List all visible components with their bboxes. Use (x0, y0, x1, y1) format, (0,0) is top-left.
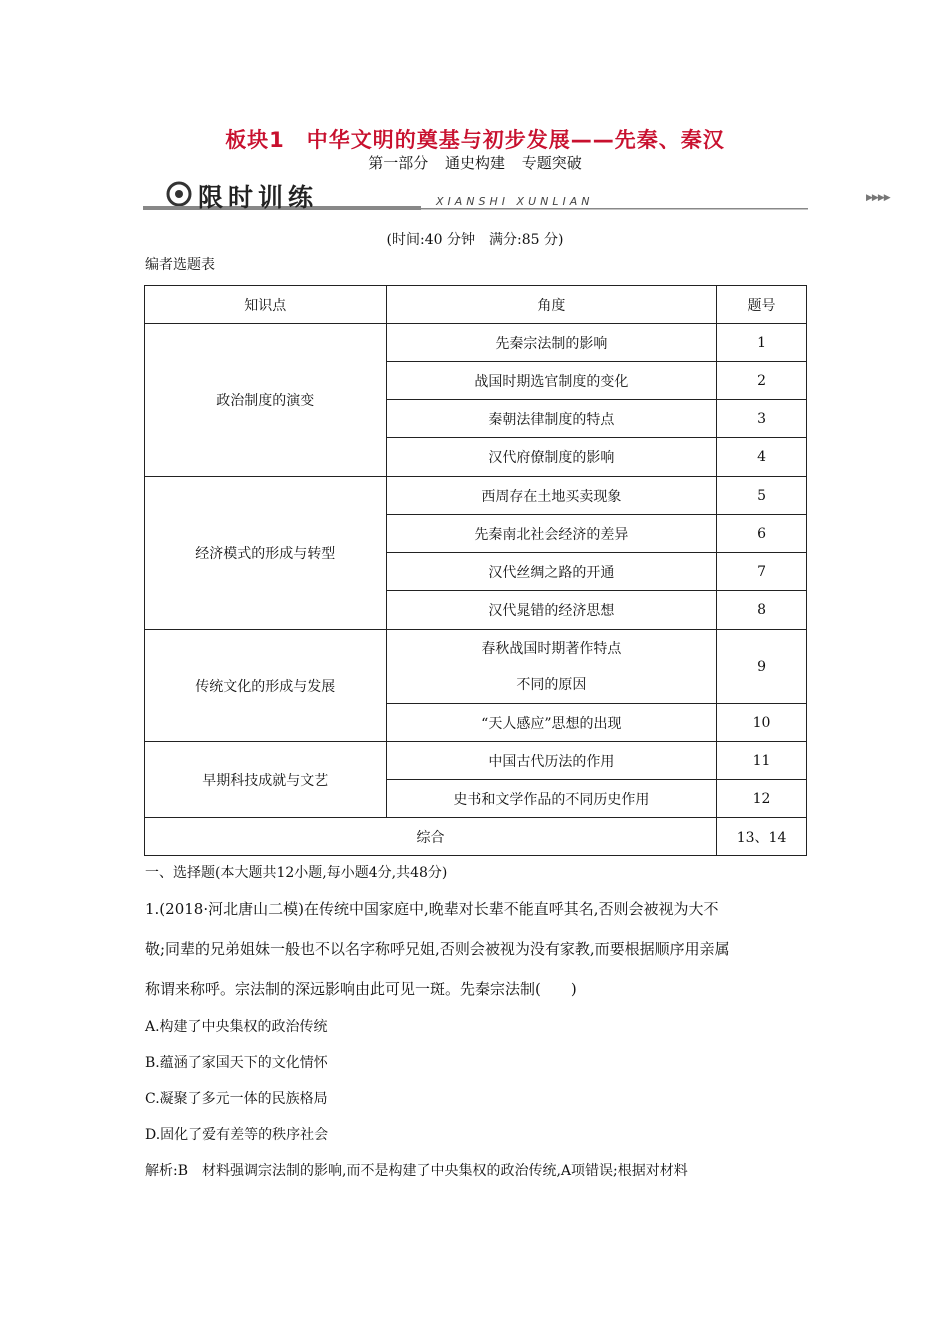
header-cell: 角度 (386, 286, 716, 324)
topic-cell: 早期科技成就与文艺 (145, 742, 387, 818)
option-a: A.构建了中央集权的政治传统 (145, 1019, 328, 1035)
angle-cell: 汉代丝绸之路的开通 (386, 553, 716, 591)
table-row (145, 477, 807, 515)
number-cell: 4 (717, 438, 807, 477)
summary-label: 综合 (145, 818, 717, 856)
table-header-row (145, 286, 807, 324)
number-cell: 5 (717, 477, 807, 515)
number-cell: 1 (717, 324, 807, 362)
number-cell: 3 (717, 400, 807, 438)
table-row (145, 630, 807, 704)
table-row (145, 324, 807, 362)
angle-line: 不同的原因 (516, 676, 587, 693)
angle-cell (386, 630, 716, 704)
question-line: 敬;同辈的兄弟姐妹一般也不以名字称呼兄姐,否则会被视为没有家教,而要根据顺序用亲属 (145, 940, 730, 958)
subtitle-part: 专题突破 (521, 154, 582, 172)
angle-cell: 中国古代历法的作用 (386, 742, 716, 780)
section-heading: 一、选择题(本大题共12小题,每小题4分,共48分) (145, 865, 448, 881)
number-cell: 7 (717, 553, 807, 591)
header-cell: 题号 (717, 286, 807, 324)
angle-cell: 汉代府僚制度的影响 (386, 438, 716, 477)
banner-pinyin: XIANSHI XUNLIAN (436, 195, 594, 208)
angle-cell: 战国时期选官制度的变化 (386, 362, 716, 400)
topic-cell: 传统文化的形成与发展 (145, 630, 387, 742)
topic-selection-table (144, 285, 807, 856)
analysis-text: 解析:B 材料强调宗法制的影响,而不是构建了中央集权的政治传统,A项错误;根据对材料 (145, 1163, 688, 1179)
angle-cell: 秦朝法律制度的特点 (386, 400, 716, 438)
angle-cell: 先秦宗法制的影响 (386, 324, 716, 362)
angle-cell: 先秦南北社会经济的差异 (386, 515, 716, 553)
topic-cell: 政治制度的演变 (145, 324, 387, 477)
angle-cell: “天人感应”思想的出现 (386, 704, 716, 742)
number-cell: 2 (717, 362, 807, 400)
table-row (145, 742, 807, 780)
number-cell: 8 (717, 591, 807, 630)
number-cell: 12 (717, 780, 807, 818)
option-d: D.固化了爱有差等的秩序社会 (145, 1127, 329, 1143)
number-cell: 6 (717, 515, 807, 553)
number-cell: 9 (717, 630, 807, 704)
option-b: B.蕴涵了家国天下的文化情怀 (145, 1055, 328, 1071)
angle-cell: 西周存在土地买卖现象 (386, 477, 716, 515)
number-cell: 10 (717, 704, 807, 742)
subtitle-part: 通史构建 (444, 154, 505, 172)
table-label: 编者选题表 (145, 257, 215, 273)
banner-arrows-icon: ▶▶▶▶ (866, 193, 890, 203)
angle-cell: 史书和文学作品的不同历史作用 (386, 780, 716, 818)
topic-cell: 经济模式的形成与转型 (145, 477, 387, 630)
angle-line: 春秋战国时期著作特点 (481, 640, 622, 657)
banner-label: 限时训练 (198, 183, 319, 212)
time-info: (时间:40 分钟 满分:85 分) (386, 232, 564, 248)
option-c: C.凝聚了多元一体的民族格局 (145, 1091, 328, 1107)
number-cell: 13、14 (717, 818, 807, 856)
page-title: 板块1 中华文明的奠基与初步发展——先秦、秦汉 (225, 128, 725, 152)
page-subtitle (0, 152, 950, 173)
subtitle-part: 第一部分 (368, 154, 429, 172)
angle-cell: 汉代晁错的经济思想 (386, 591, 716, 630)
number-cell: 11 (717, 742, 807, 780)
question-line: 1.(2018·河北唐山二模)在传统中国家庭中,晚辈对长辈不能直呼其名,否则会被视为大不 (145, 900, 719, 918)
summary-row (145, 818, 807, 856)
header-cell: 知识点 (145, 286, 387, 324)
question-line: 称谓来称呼。宗法制的深远影响由此可见一斑。先秦宗法制( ) (145, 980, 577, 998)
